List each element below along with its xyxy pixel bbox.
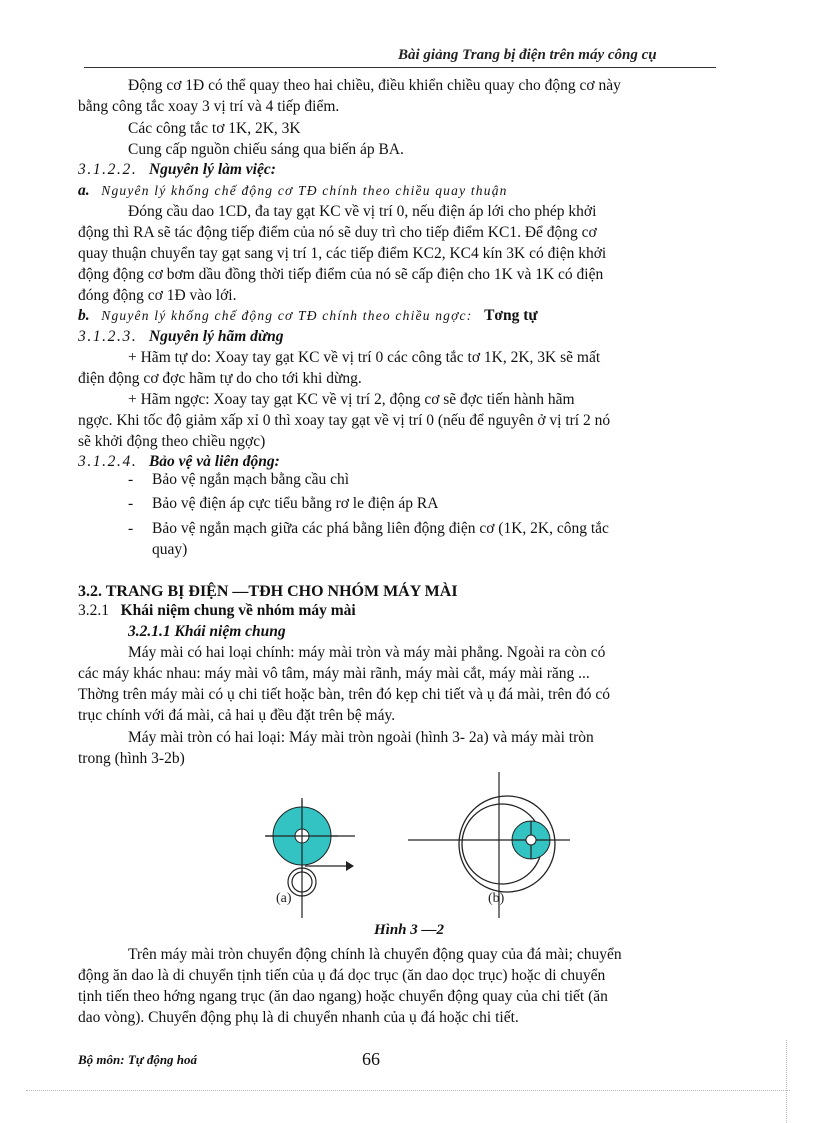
footer-department: Bộ môn: Tự động hoá	[78, 1052, 198, 1067]
section-number: 3.1.2.4.	[78, 453, 138, 470]
section-number: 3.2.1	[78, 602, 109, 619]
paragraph-line: trục chính với đá mài, cả hai ụ đều đặt trên bệ máy.	[78, 707, 396, 724]
paragraph-line: trong (hình 3-2b)	[78, 750, 185, 767]
paragraph-line: động động cơ bơm dầu đồng thời tiếp điểm của nó sẽ cấp điện cho 1K và 1K có điện	[78, 266, 604, 283]
section-number: 3.1.2.3.	[78, 328, 138, 345]
paragraph-line: động thì RA sẽ tác động tiếp điểm của nó sẽ duy trì cho tiếp điểm KC1. Để động cơ	[78, 224, 597, 241]
paragraph-line: Cung cấp nguồn chiếu sáng qua biến áp BA.	[128, 141, 404, 158]
section-heading-3211	[78, 622, 750, 642]
subheading-a	[78, 181, 700, 201]
subheading-b	[78, 306, 700, 326]
bullet-item-continued: quay)	[152, 541, 188, 558]
paragraph-line: + Hãm tự do: Xoay tay gạt KC về vị trí 0 các công tắc tơ 1K, 2K, 3K sẽ mất	[128, 349, 601, 366]
section-heading-3122	[78, 160, 700, 180]
figure-label-b: (b)	[488, 891, 505, 906]
paragraph-line: điện động cơ đợc hãm tự do cho tới khi dừng.	[78, 370, 362, 387]
page-header: Bài giảng Trang bị điện trên máy công cụ	[398, 47, 657, 63]
bullet-item: Bảo vệ điện áp cực tiểu bằng rơ le điện áp RA	[152, 495, 439, 512]
paragraph-line: Thờng trên máy mài có ụ chi tiết hoặc bàn, trên đó kẹp chi tiết và ụ đá mài, trên đó có	[78, 686, 611, 703]
section-heading-3123	[78, 327, 700, 347]
paragraph-line: tịnh tiến theo hớng ngang trục (ăn dao ngang) hoặc chuyển động quay của chi tiết (ăn	[78, 988, 608, 1005]
paragraph-line: động ăn dao là di chuyển tịnh tiến của ụ đá dọc trục (ăn dao dọc trục) hoặc di chuyển	[78, 967, 606, 984]
bullet-dash: -	[128, 520, 134, 537]
paragraph-line: ngợc. Khi tốc độ giảm xấp xỉ 0 thì xoay tay gạt về vị trí 0 (nếu để nguyên ở vị trí 2 nó	[78, 412, 611, 429]
paragraph-line: Máy mài tròn có hai loại: Máy mài tròn ngoài (hình 3- 2a) và máy mài tròn	[128, 729, 594, 746]
paragraph-line: quay thuận chuyển tay gạt sang vị trí 1, các tiếp điểm KC2, KC4 kín 3K có điện khởi	[78, 245, 607, 262]
paragraph-line: Máy mài có hai loại chính: máy mài tròn và máy mài phẳng. Ngoài ra còn có	[128, 644, 606, 661]
section-title: Nguyên lý làm việc:	[148, 161, 276, 178]
paragraph-line: đóng động cơ 1Đ vào lới.	[78, 287, 237, 304]
right-dotted-rule	[786, 1040, 787, 1123]
section-heading-321	[78, 601, 700, 621]
bullet-item: Bảo vệ ngắn mạch bằng cầu chì	[152, 471, 350, 488]
paragraph-line: Động cơ 1Đ có thể quay theo hai chiều, điều khiển chiều quay cho động cơ này	[128, 77, 621, 94]
paragraph-line: bằng công tắc xoay 3 vị trí và 4 tiếp điểm.	[78, 98, 340, 115]
bullet-dash: -	[128, 471, 134, 488]
section-number: 3.1.2.2.	[78, 161, 138, 178]
section-title: 3.2.1.1 Khái niệm chung	[128, 623, 286, 640]
item-tail: Tơng tự	[484, 307, 538, 324]
bullet-dash: -	[128, 495, 134, 512]
figure-caption: Hình 3 —2	[374, 922, 445, 938]
paragraph-line: Các công tắc tơ 1K, 2K, 3K	[128, 120, 301, 137]
section-heading-3124	[78, 452, 700, 472]
paragraph-line: sẽ khởi động theo chiều ngợc)	[78, 433, 266, 450]
figure-b-internal	[408, 772, 570, 918]
header-divider	[84, 67, 716, 68]
item-label: a.	[78, 182, 90, 199]
paragraph-line: Trên máy mài tròn chuyển động chính là chuyển động quay của đá mài; chuyển	[128, 946, 622, 963]
paragraph-line: dao vòng). Chuyển động phụ là di chuyển nhanh của ụ đá hoặc chi tiết.	[78, 1009, 519, 1026]
figure-label-a: (a)	[276, 891, 292, 906]
paragraph-line: Đóng cầu dao 1CD, đa tay gạt KC về vị trí 0, nếu điện áp lới cho phép khởi	[128, 203, 597, 220]
section-title: Khái niệm chung về nhóm máy mài	[120, 602, 356, 619]
section-title: Bảo vệ và liên động:	[148, 453, 280, 470]
item-title: Nguyên lý khống chế động cơ TĐ chính theo chiều quay thuận	[101, 183, 508, 198]
chapter-heading-32: 3.2. TRANG BỊ ĐIỆN —TĐH CHO NHÓM MÁY MÀI	[78, 583, 458, 600]
bottom-dotted-rule	[26, 1090, 790, 1091]
item-title: Nguyên lý khống chế động cơ TĐ chính theo chiều ngợc:	[101, 308, 473, 323]
page-number: 66	[362, 1049, 380, 1069]
figure-a-external	[265, 798, 355, 918]
arrow-head	[346, 861, 354, 871]
paragraph-line: + Hãm ngợc: Xoay tay gạt KC về vị trí 2, động cơ sẽ đợc tiến hành hãm	[128, 391, 575, 408]
bullet-item: Bảo vệ ngắn mạch giữa các phá bằng liên động điện cơ (1K, 2K, công tắc	[152, 520, 609, 537]
wheel-hub	[526, 835, 536, 845]
paragraph-line: các máy khác nhau: máy mài vô tâm, máy mài rãnh, máy mài cắt, máy mài răng ...	[78, 665, 590, 682]
section-title: Nguyên lý hãm dừng	[148, 328, 284, 345]
figure-grinding	[240, 770, 570, 920]
item-label: b.	[78, 307, 90, 324]
